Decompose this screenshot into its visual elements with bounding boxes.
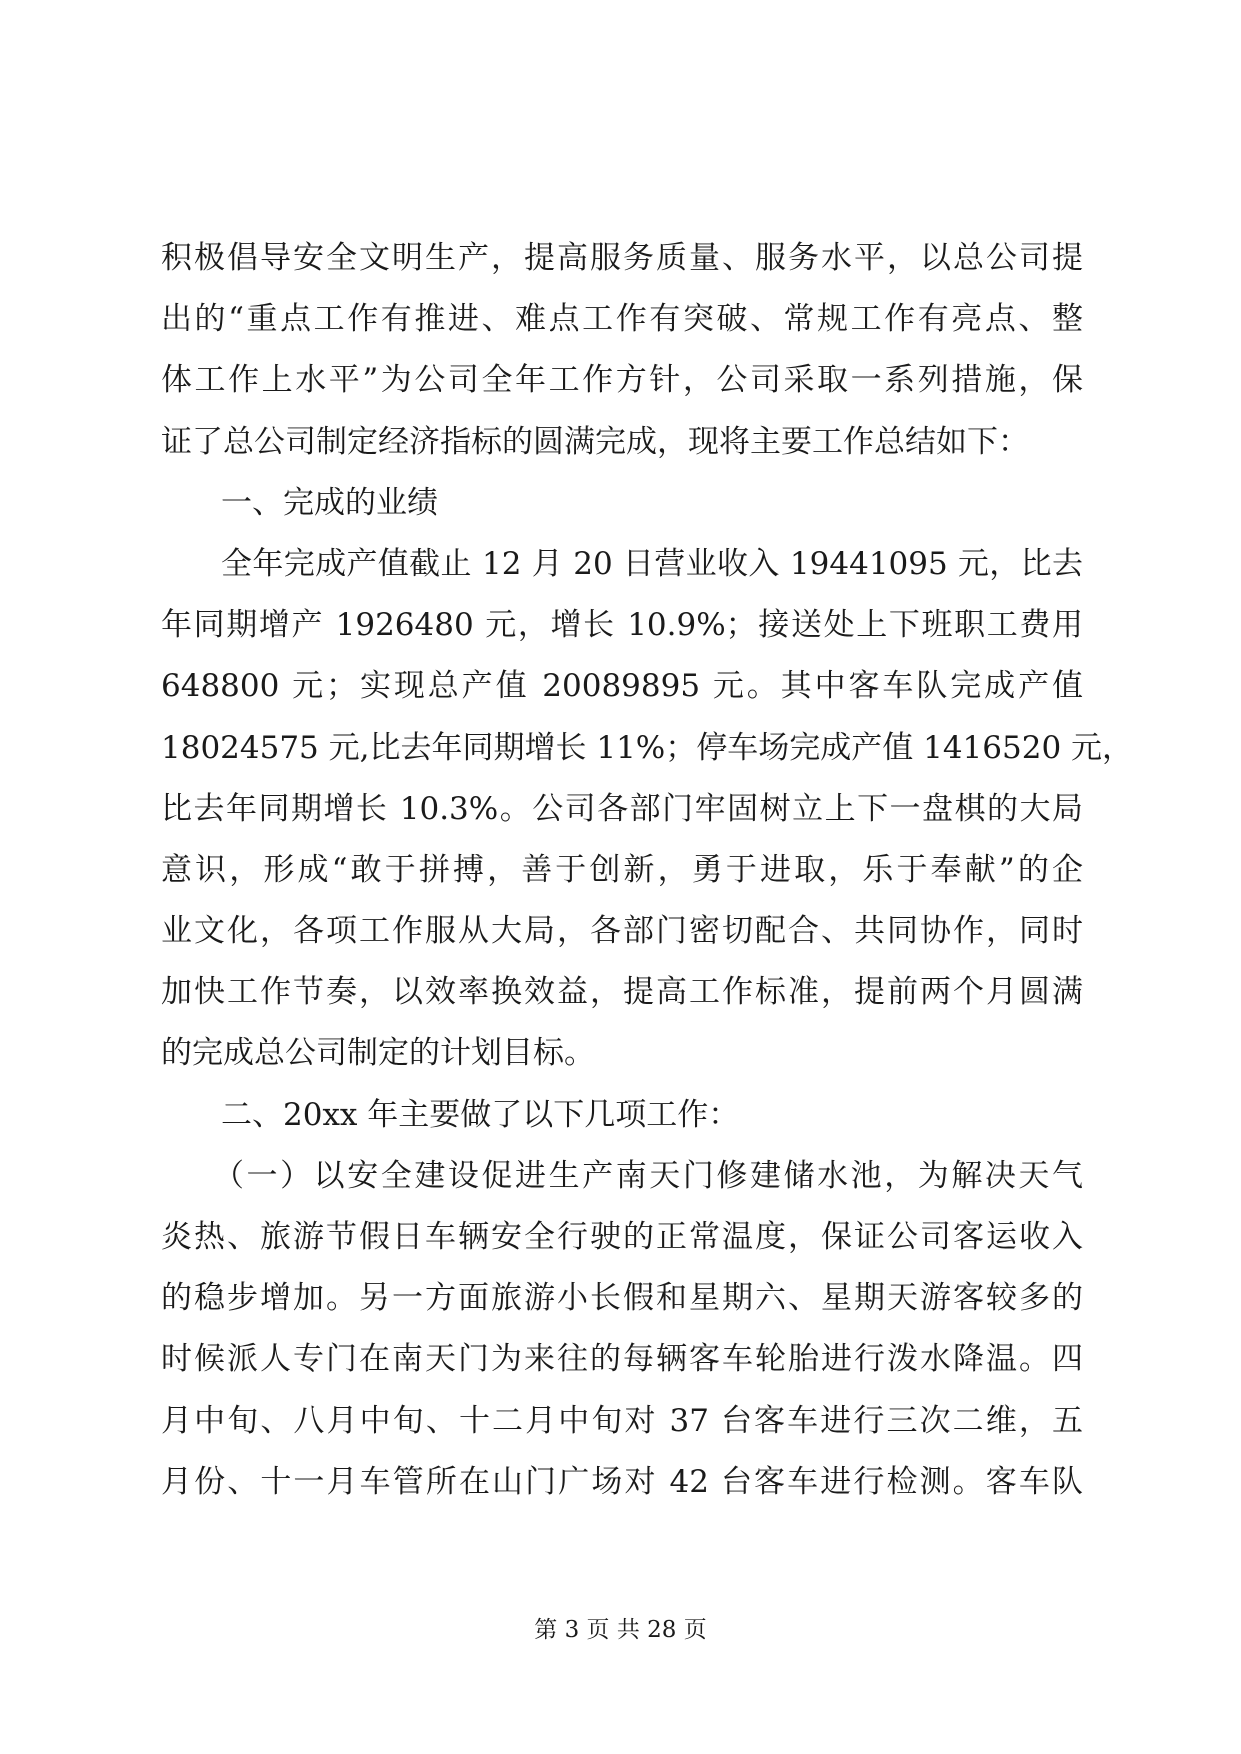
document-body xyxy=(161,228,1134,1513)
text-line: 月份、十一月车管所在山门广场对 42 台客车进行检测。客车队 xyxy=(161,1463,1083,1500)
text-line: 比去年同期增长 10.3%。公司各部门牢固树立上下一盘棋的大局 xyxy=(161,790,1083,827)
text-line: 的完成总公司制定的计划目标。 xyxy=(161,1035,595,1072)
text-line: 648800 元；实现总产值 20089895 元。其中客车队完成产值 xyxy=(161,668,1083,705)
text-line: 的稳步增加。另一方面旅游小长假和星期六、星期天游客较多的 xyxy=(161,1280,1083,1317)
text-line: 月中旬、八月中旬、十二月中旬对 37 台客车进行三次二维，五 xyxy=(161,1402,1083,1439)
text-line: 18024575 元,比去年同期增长 11%；停车场完成产值 1416520 元， xyxy=(161,729,1134,766)
text-line: 加快工作节奏，以效率换效益，提高工作标准，提前两个月圆满 xyxy=(161,974,1083,1011)
page-number-footer: 第 3 页 共 28 页 xyxy=(534,1617,707,1643)
text-line: 年同期增产 1926480 元，增长 10.9%；接送处上下班职工费用 xyxy=(161,607,1083,644)
section-heading: 一、完成的业绩 xyxy=(221,484,438,521)
text-line: 出的“重点工作有推进、难点工作有突破、常规工作有亮点、整 xyxy=(161,301,1083,338)
text-line: 证了总公司制定经济指标的圆满完成，现将主要工作总结如下： xyxy=(161,423,1029,460)
text-line: 炎热、旅游节假日车辆安全行驶的正常温度，保证公司客运收入 xyxy=(161,1219,1083,1255)
section-heading: 二、20xx 年主要做了以下几项工作： xyxy=(221,1096,740,1133)
text-line: 业文化，各项工作服从大局，各部门密切配合、共同协作，同时 xyxy=(161,913,1083,950)
text-line: 意识，形成“敢于拼搏，善于创新，勇于进取，乐于奉献”的企 xyxy=(161,851,1083,888)
text-line: 全年完成产值截止 12 月 20 日营业收入 19441095 元，比去 xyxy=(221,545,1083,582)
text-line: 时候派人专门在南天门为来往的每辆客车轮胎进行泼水降温。四 xyxy=(161,1341,1083,1378)
text-line: 体工作上水平”为公司全年工作方针，公司采取一系列措施，保 xyxy=(161,362,1083,399)
text-line: （一）以安全建设促进生产南天门修建储水池，为解决天气 xyxy=(213,1157,1083,1194)
text-line: 积极倡导安全文明生产，提高服务质量、服务水平，以总公司提 xyxy=(161,240,1083,276)
